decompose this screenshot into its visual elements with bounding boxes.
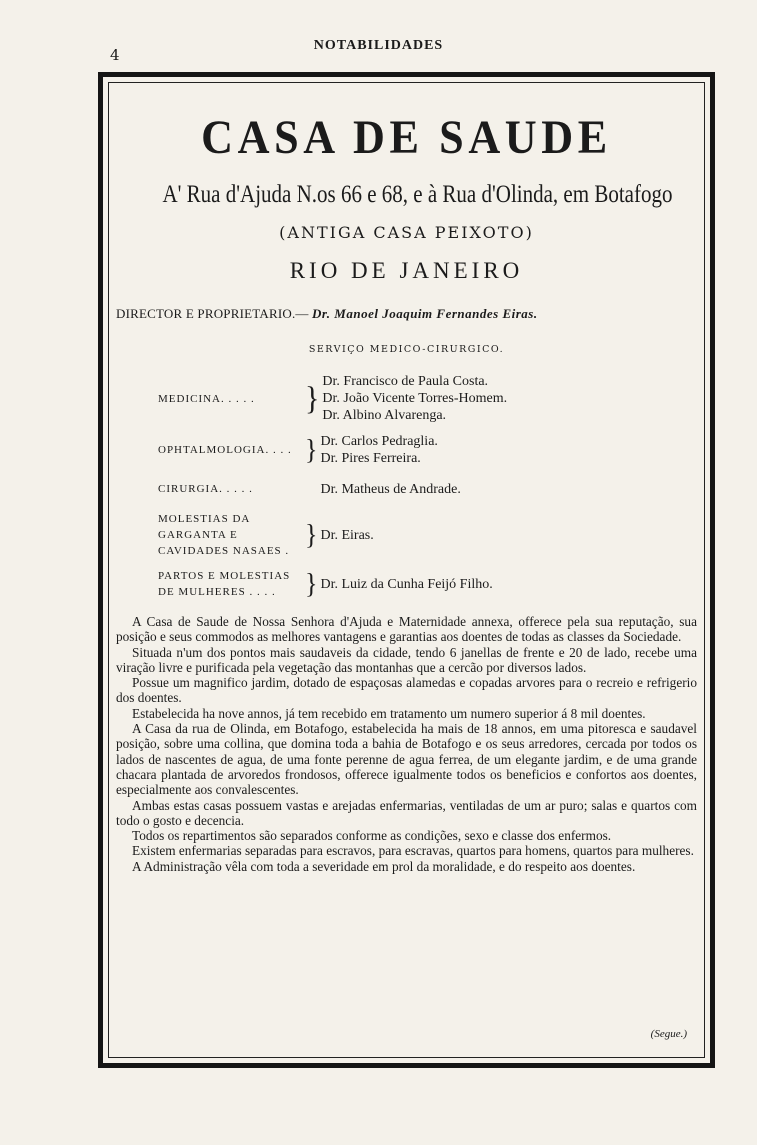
paragraph: Existem enfermarias separadas para escravos, para escravas, quartos para homens, quartos para mulheres. xyxy=(132,843,694,859)
paragraph: Possue um magnifico jardim, dotado de espaçosas alamedas e copadas arvores para o recreio e refrigerio dos doentes. xyxy=(116,675,697,706)
doctor-name: Dr. Carlos Pedraglia. xyxy=(320,434,438,449)
doctor-name: Dr. Albino Alvarenga. xyxy=(322,408,447,423)
ad-address: A' Rua d'Ajuda N.os 66 e 68, e à Rua d'Olinda, em Botafogo xyxy=(162,181,673,208)
paragraph: Ambas estas casas possuem vastas e arejadas enfermarias, ventiladas de um ar puro; salas e quartos com todo o gosto e decencia. xyxy=(116,797,697,828)
services-list xyxy=(116,373,697,600)
paragraph: A Casa de Saude de Nossa Senhora d'Ajuda e Maternidade annexa, offerece pela sua reputação, sua posição e seus commodos as melhores vantagens e garantias aos doentes de todas as classes da Sociedade. xyxy=(116,614,697,645)
service-row-partos xyxy=(116,568,697,600)
ad-city: RIO DE JANEIRO xyxy=(289,258,524,283)
brace-icon: } xyxy=(305,433,318,466)
service-label: CIRURGIA. . . . . xyxy=(158,483,253,495)
advertisement xyxy=(116,95,697,874)
service-label: MOLESTIAS DA GARGANTA E CAVIDADES NASAES . xyxy=(158,513,290,557)
body-text xyxy=(116,614,697,874)
service-row-ophtalmologia xyxy=(116,433,697,467)
service-label: PARTOS E MOLESTIAS DE MULHERES . . . . xyxy=(158,570,291,598)
service-label: OPHTALMOLOGIA. . . . xyxy=(158,444,292,456)
paragraph: A Casa da rua de Olinda, em Botafogo, estabelecida ha mais de 18 annos, em uma pitoresca e saudavel posição, sobre uma collina, que domina toda a bahia de Botafogo e os seus arredores, cercada por todos os lados de nascentes de agua, de uma fonte perenne de agua ferrea, de um elegante jardim, e de uma grande chacara plantada de arvoredos frondosos, offerece igualmente todos os beneficios e confortos aos doentes, especialmente aos convalescentes. xyxy=(116,721,697,798)
ad-subtitle: (ANTIGA CASA PEIXOTO) xyxy=(279,223,534,242)
paragraph: Situada n'um dos pontos mais saudaveis da cidade, tendo 6 janellas de frente e 20 de lado, recebe uma viração livre e purificada pela vegetação das montanhas que a cercão por diversos lados. xyxy=(116,644,697,675)
director-line xyxy=(116,306,697,322)
paragraph: Estabelecida ha nove annos, já tem recebido em tratamento um numero superior á 8 mil doentes. xyxy=(132,705,646,721)
doctor-name: Dr. Francisco de Paula Costa. xyxy=(322,374,489,389)
brace-icon: } xyxy=(305,379,320,417)
doctor-name: Dr. Pires Ferreira. xyxy=(320,451,421,466)
service-row-cirurgia xyxy=(116,476,697,502)
director-label: DIRECTOR E PROPRIETARIO.— xyxy=(116,306,309,321)
page-number: 4 xyxy=(110,46,120,64)
paragraph: Todos os repartimentos são separados conforme as condições, sexo e classe dos enfermos. xyxy=(132,828,612,844)
director-name: Dr. Manoel Joaquim Fernandes Eiras. xyxy=(312,306,538,321)
doctor-name: Dr. Luiz da Cunha Feijó Filho. xyxy=(320,576,493,592)
doctor-name: Dr. João Vicente Torres-Homem. xyxy=(322,391,508,406)
running-head: NOTABILIDADES xyxy=(313,38,444,53)
service-row-medicina xyxy=(116,373,697,424)
brace-icon: } xyxy=(305,518,318,551)
ad-title: CASA DE SAUDE xyxy=(201,111,612,164)
brace-icon: } xyxy=(305,567,318,600)
service-label: MEDICINA. . . . . xyxy=(158,392,255,405)
service-heading: SERVIÇO MEDICO-CIRURGICO. xyxy=(308,344,505,355)
paragraph: A Administração vêla com toda a severidade em prol da moralidade, e do respeito aos doentes. xyxy=(132,858,636,874)
continuation-note: (Segue.) xyxy=(650,1028,687,1040)
doctor-name: Dr. Eiras. xyxy=(320,527,374,543)
service-row-garganta xyxy=(116,511,697,559)
doctor-name: Dr. Matheus de Andrade. xyxy=(320,481,461,497)
